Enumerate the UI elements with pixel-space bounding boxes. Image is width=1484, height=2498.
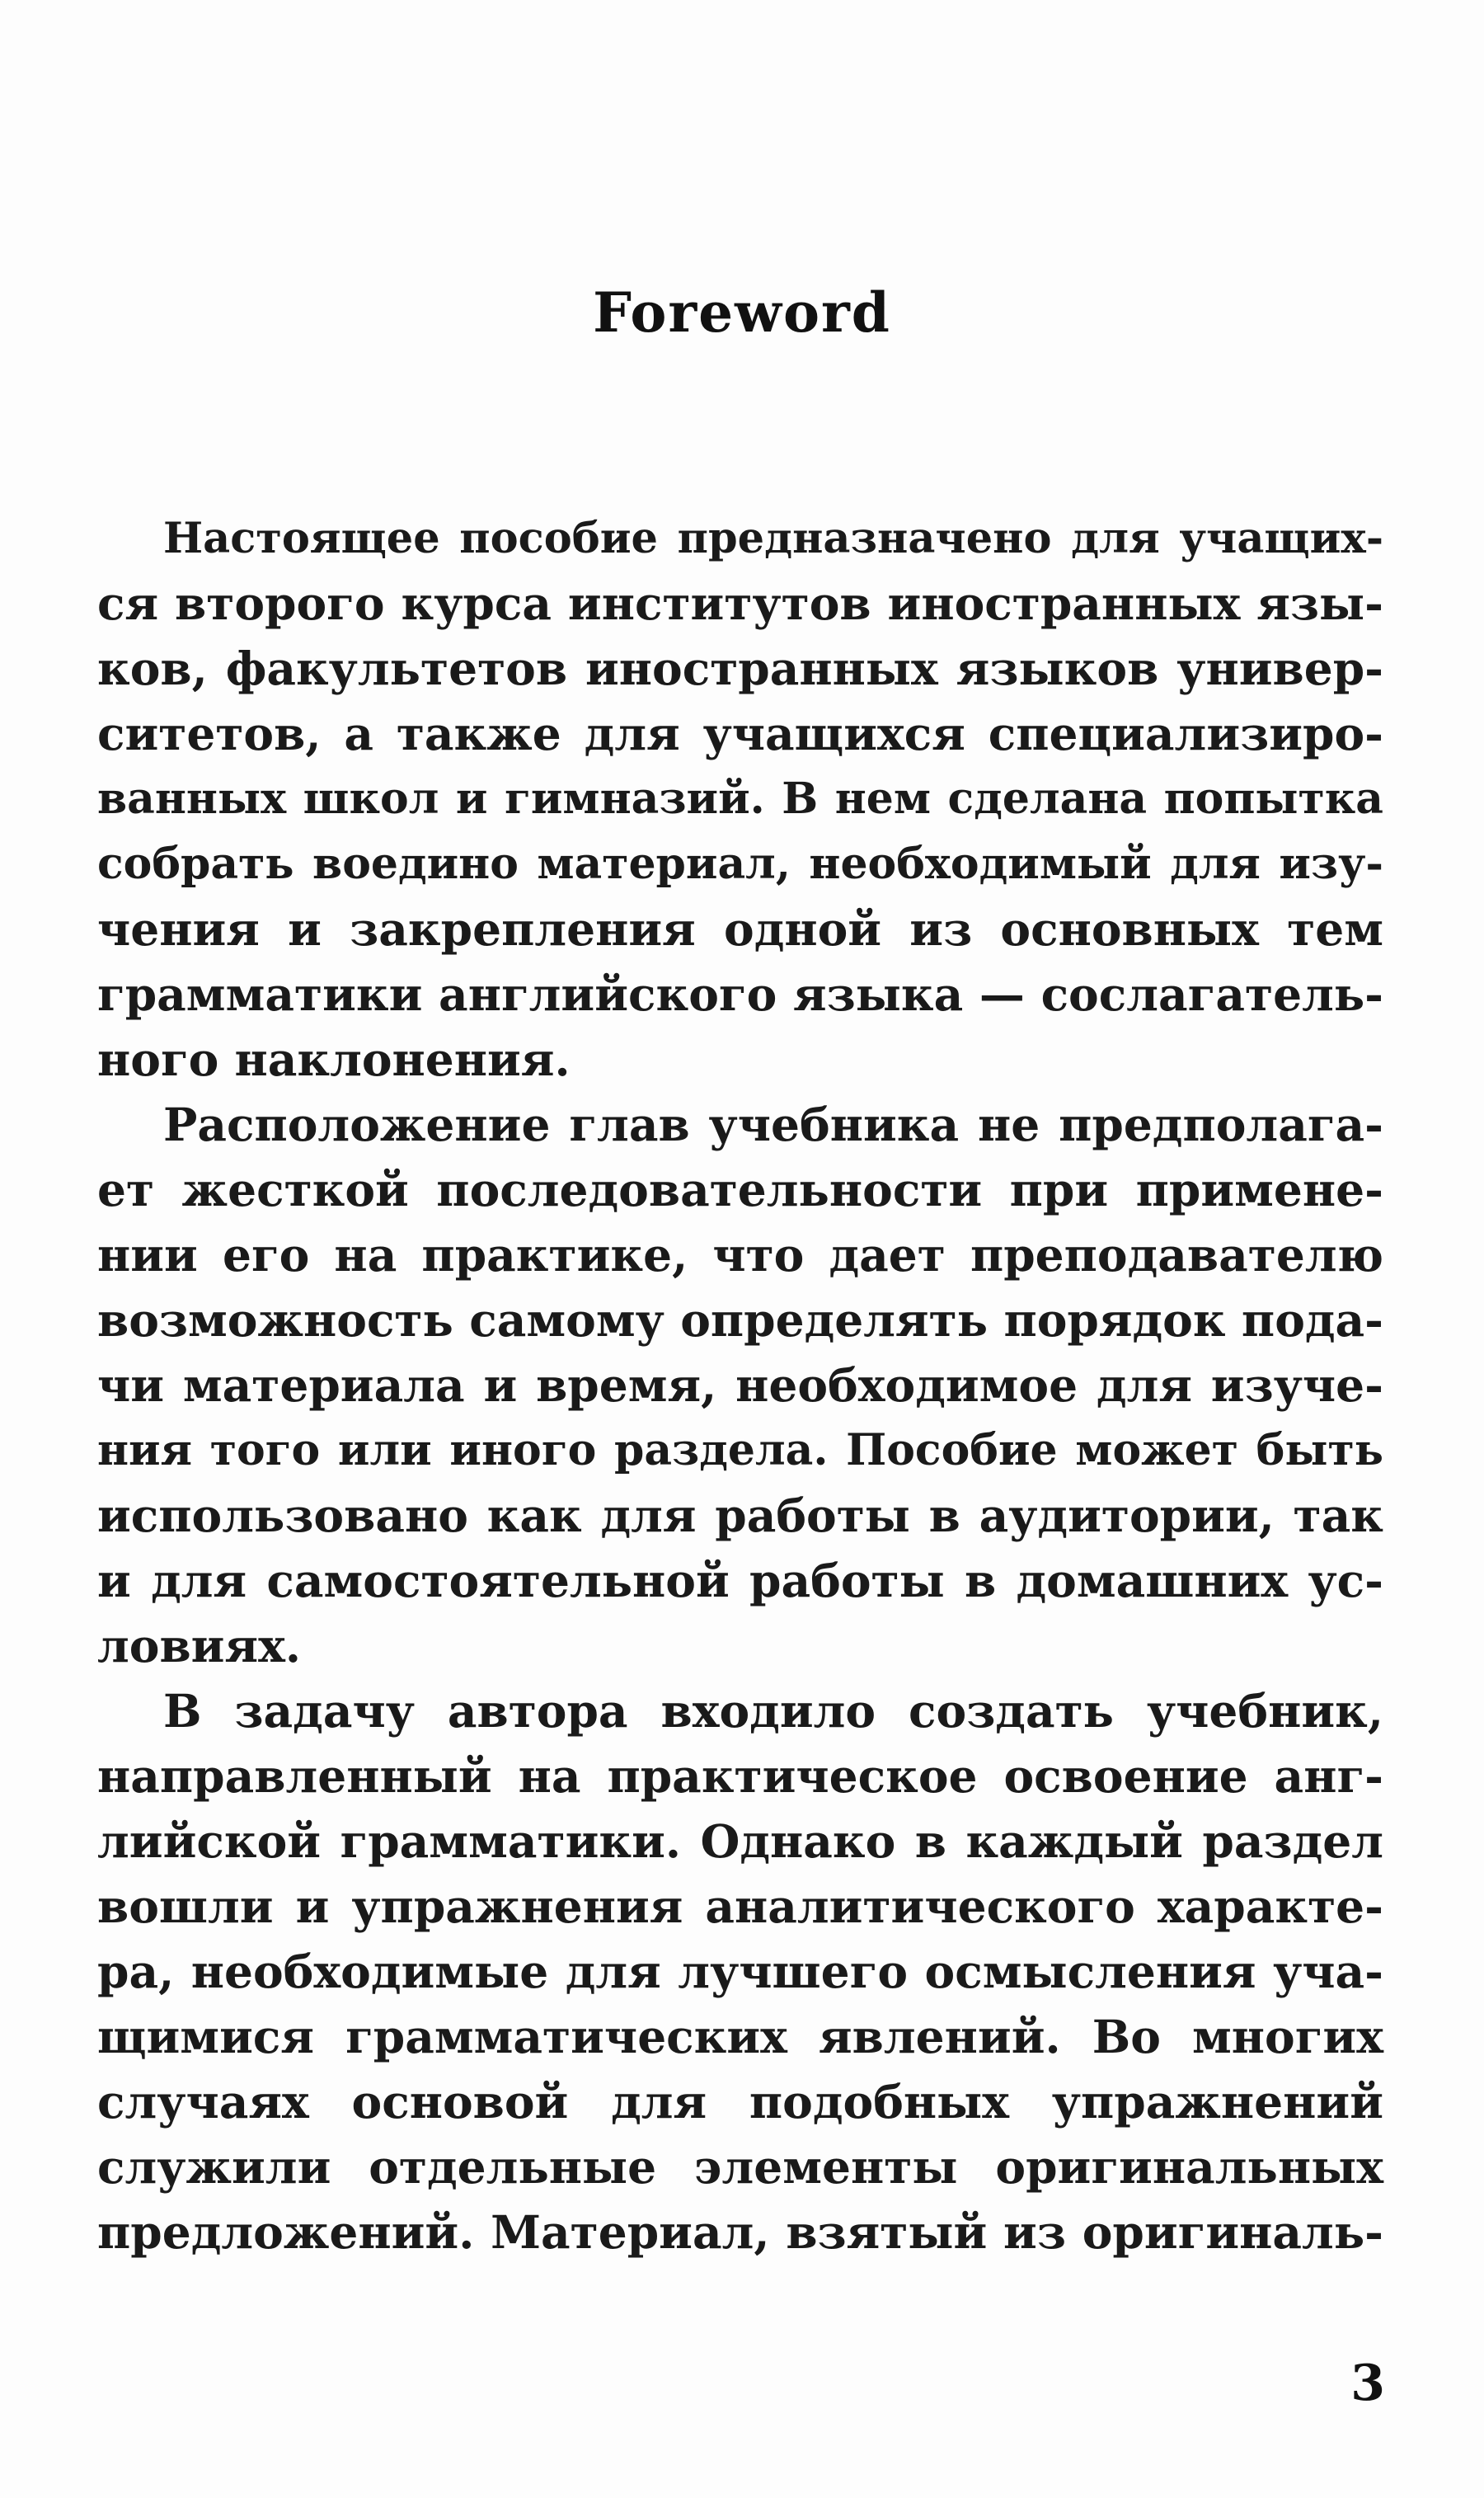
text-line: и для самостоятельной работы в домашних ус- xyxy=(97,1554,1383,1607)
text-line: лийской грамматики. Однако в каждый раздел xyxy=(97,1814,1383,1868)
text-line: чения и закрепления одной из основных тем xyxy=(97,902,1383,956)
text-line: направленный на практическое освоение анг- xyxy=(97,1749,1383,1803)
text-line: чи материала и время, необходимое для изуче- xyxy=(97,1358,1383,1412)
text-line: ет жесткой последовательности при примене- xyxy=(97,1163,1383,1216)
text-line: Настоящее пособие предназначено для учащих- xyxy=(163,514,1383,563)
text-line: возможность самому определять порядок пода- xyxy=(97,1293,1383,1347)
text-line: вошли и упражнения аналитического характе- xyxy=(97,1879,1383,1933)
page-title: Foreword xyxy=(593,280,891,345)
text-line: ванных школ и гимназий. В нем сделана попытка xyxy=(97,774,1383,824)
text-line: предложений. Материал, взятый из оригиналь- xyxy=(97,2205,1383,2259)
text-line: ситетов, а также для учащихся специализиро- xyxy=(97,707,1383,760)
text-line: В задачу автора входило создать учебник, xyxy=(163,1684,1383,1738)
page-number: 3 xyxy=(1350,2355,1385,2412)
text-line: ния того или иного раздела. Пособие может быть xyxy=(97,1425,1383,1475)
text-line: грамматики английского языка — сослагатель- xyxy=(97,967,1383,1021)
text-line: использовано как для работы в аудитории, так xyxy=(97,1489,1383,1542)
text-line: ков, факультетов иностранных языков универ- xyxy=(97,642,1383,695)
text-line: щимися грамматических явлений. Во многих xyxy=(97,2010,1383,2063)
text-line: случаях основой для подобных упражнений xyxy=(97,2075,1383,2129)
text-line: ловиях. xyxy=(97,1619,302,1672)
text-line: нии его на практике, что дает преподавателю xyxy=(97,1228,1383,1282)
text-line: собрать воедино материал, необходимый для изу- xyxy=(97,839,1383,889)
text-line: ра, необходимые для лучшего осмысления уча- xyxy=(97,1945,1383,1998)
text-line: ся второго курса институтов иностранных язы- xyxy=(97,576,1383,630)
text-line: Расположение глав учебника не предполага- xyxy=(163,1098,1383,1151)
text-line: служили отдельные элементы оригинальных xyxy=(97,2140,1383,2194)
text-line: ного наклонения. xyxy=(97,1033,571,1086)
